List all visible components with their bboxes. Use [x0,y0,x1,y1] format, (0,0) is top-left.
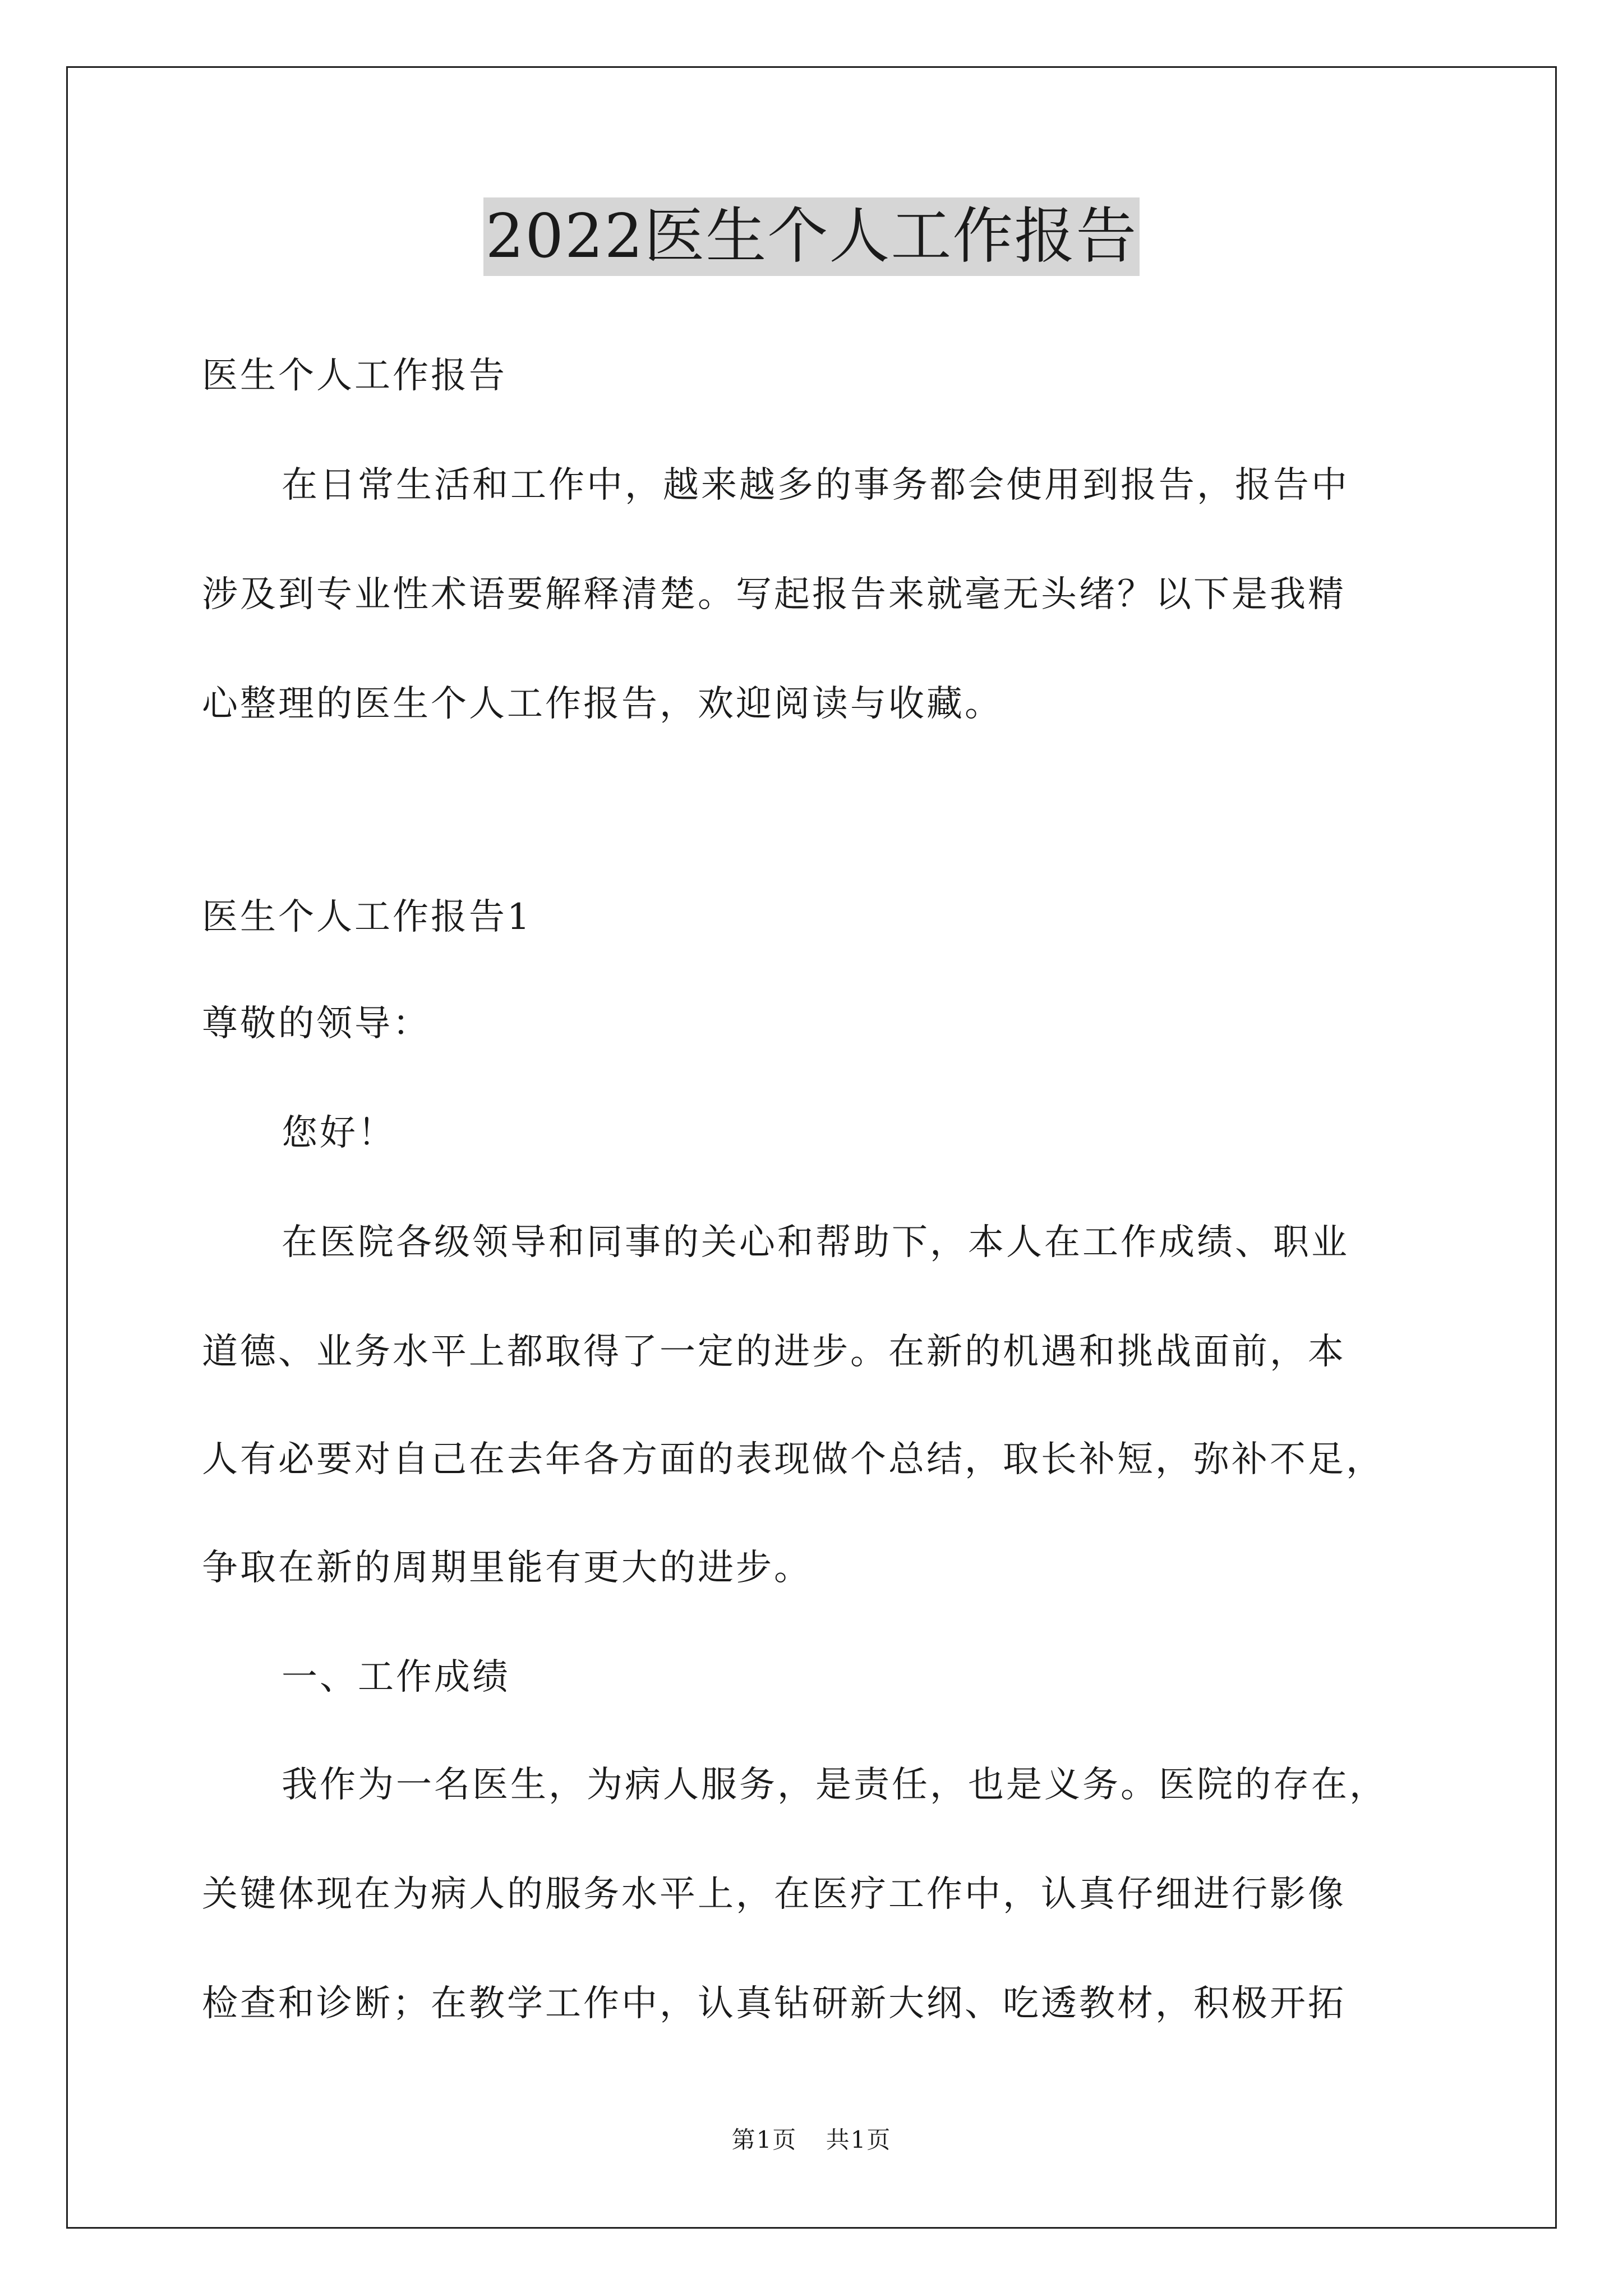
paragraph-line: 我作为一名医生，为病人服务，是责任，也是义务。医院的存在， [282,1764,1387,1806]
page-total: 共1页 [826,2126,892,2154]
page-number: 第1页 [731,2126,797,2154]
greeting: 您好！ [282,1112,396,1154]
paragraph-line: 在日常生活和工作中，越来越多的事务都会使用到报告，报告中 [282,464,1349,506]
salutation: 尊敬的领导： [202,1003,431,1045]
paragraph-line: 争取在新的周期里能有更大的进步。 [202,1547,812,1589]
paragraph-line: 关键体现在为病人的服务水平上，在医疗工作中，认真仔细进行影像 [202,1874,1346,1915]
paragraph-line: 人有必要对自己在去年各方面的表现做个总结，取长补短，弥补不足， [202,1439,1384,1480]
paragraph-line: 心整理的医生个人工作报告，欢迎阅读与收藏。 [202,683,1003,725]
paragraph-line: 涉及到专业性术语要解释清楚。写起报告来就毫无头绪？以下是我精 [202,574,1346,615]
paragraph-line: 道德、业务水平上都取得了一定的进步。在新的机遇和挑战面前，本 [202,1331,1346,1373]
document-title: 2022医生个人工作报告 [483,197,1140,276]
title-container [0,197,1623,276]
page-footer [0,2124,1623,2156]
section-heading: 医生个人工作报告1 [202,896,532,938]
paragraph-line: 检查和诊断；在教学工作中，认真钻研新大纲、吃透教材，积极开拓 [202,1983,1346,2024]
subtitle: 医生个人工作报告 [202,355,507,397]
subsection-heading: 一、工作成绩 [282,1657,510,1698]
paragraph-line: 在医院各级领导和同事的关心和帮助下，本人在工作成绩、职业 [282,1222,1349,1263]
